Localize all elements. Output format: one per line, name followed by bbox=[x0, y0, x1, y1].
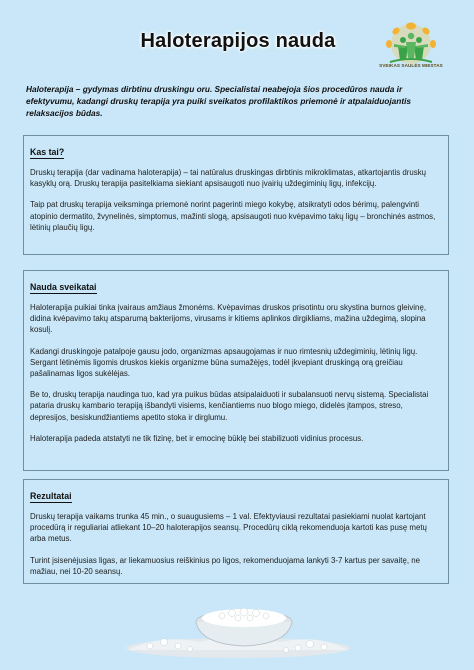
page-title: Haloterapijos nauda bbox=[140, 30, 336, 52]
section-kas-tai bbox=[23, 135, 449, 255]
section-heading: Nauda sveikatai bbox=[30, 282, 97, 292]
section-paragraph: Druskų terapija (dar vadinama haloterapija) – tai natūralus druskingas dirbtinis mikroklimatas, atkartojantis druskų kasyklų orą. Druskų terapija pasitelkiama siekiant apsisaugoti nuo įvairių uždegiminių ligų, infekcijų. bbox=[30, 168, 427, 189]
section-heading: Rezultatai bbox=[30, 491, 72, 501]
section-nauda-sveikatai bbox=[23, 270, 449, 471]
section-paragraph: Haloterapija puikiai tinka įvairaus amžiaus žmonėms. Kvėpavimas druskos prisotintu oru skystina burnos gleivinę, didina kvėpavimo takų atsparumą bakterijoms, virusams ir kitiems aplinkos dirgikliams, mažina uždegimą, slopina kosulį. bbox=[30, 303, 427, 335]
section-paragraph: Haloterapija padeda atstatyti ne tik fizinę, bet ir emocinę būklę bei stabilizuoti vidinius procesus. bbox=[30, 433, 364, 443]
logo-caption: SVEIKAS SAULĖS MIESTAS bbox=[379, 63, 443, 68]
salt-bowl-image-icon bbox=[120, 582, 356, 662]
intro-text: Haloterapija – gydymas dirbtinu druskingu oru. Specialistai neabejoja šios procedūros nauda ir efektyvumu, kadangi druskų terapija yra puiki sveikatos profilaktikos priemonė ir atpalaiduojantis relaksacijos būdas. bbox=[26, 84, 412, 118]
section-rezultatai bbox=[23, 479, 449, 584]
section-paragraph: Taip pat druskų terapija veiksminga priemonė norint pagerinti miego kokybę, atsikratyti odos bėrimų, palengvinti atopinio dermatito, žvynelinės, simptomus, mažinti slogą, apsisaugoti nuo kvėpavimo takų ligų – bronchinės astmos, lėtinių plaučių ligų. bbox=[30, 200, 436, 232]
section-paragraph: Druskų terapija vaikams trunka 45 min., o suaugusiems – 1 val. Efektyviausi rezultatai pasiekiami nuolat kartojant procedūrą ir reguliariai atliekant 10–20 haloterapijos seansų. Procedūrų ciklą rekomenduoja kartoti kas pusę metų arba metus. bbox=[30, 512, 427, 544]
section-heading: Kas tai? bbox=[30, 147, 65, 157]
section-paragraph: Be to, druskų terapija naudinga tuo, kad yra puikus būdas atsipalaiduoti ir subalansuoti nervų sistemą. Specialistai pataria druskų kambario terapiją išbandyti visiems, kenčiantiems nuo blogo miego, didelės įtampos, streso, depresijos, besiskundžiantiems apetito stoka ir dirglumu. bbox=[30, 390, 429, 422]
section-paragraph: Kadangi druskingoje patalpoje gausu jodo, organizmas apsaugojamas ir nuo rimtesnių uždegiminių, lėtinių ligų. Sergant lėtinėmis ligomis druskos kiekis organizme būna sumažėjęs, todėl įkvepiant druskingą orą greičiau pašalinamas ligos sukėlėjas. bbox=[30, 346, 418, 379]
section-paragraph: Turint įsisenėjusias ligas, ar liekamuosius reiškinius po ligos, rekomenduojama lankyti 3-7 kartus per savaitę, ne mažiau, nei 10-20 seansų. bbox=[30, 555, 421, 576]
